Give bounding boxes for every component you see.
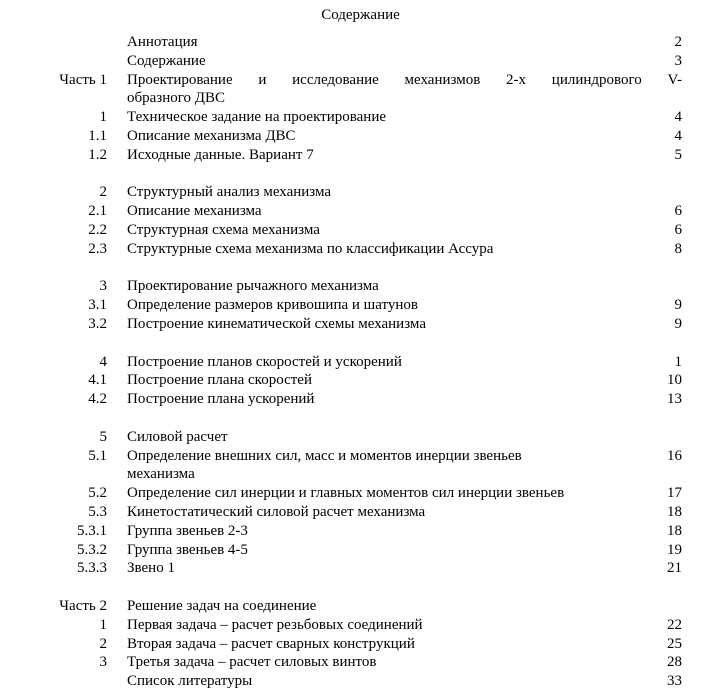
entry-title-line: механизма bbox=[127, 466, 195, 483]
toc-entry-row bbox=[0, 522, 721, 541]
toc-entry-row bbox=[0, 202, 721, 221]
entry-title-line: Группа звеньев 4-5 bbox=[127, 541, 248, 558]
entry-title-line: Звено 1 bbox=[127, 560, 175, 577]
entry-page: 2 bbox=[674, 34, 682, 50]
entry-title-line: Исходные данные. Вариант 7 bbox=[127, 146, 314, 163]
entry-title-line: Аннотация bbox=[127, 34, 198, 50]
toc-entry-row bbox=[0, 221, 721, 240]
entry-title bbox=[127, 52, 682, 71]
entry-number: 1 bbox=[99, 616, 107, 633]
toc-entry-row bbox=[0, 353, 721, 372]
entry-title bbox=[127, 296, 682, 315]
entry-number: 2.1 bbox=[88, 203, 107, 220]
entry-number: 4.1 bbox=[88, 372, 107, 389]
entry-number: 5.3.2 bbox=[77, 541, 107, 558]
toc-gap bbox=[0, 334, 721, 353]
entry-title-line: Силовой расчет bbox=[127, 428, 228, 445]
entry-page: 19 bbox=[667, 541, 682, 558]
toc-entry-row bbox=[0, 52, 721, 71]
entry-title-line: Определение сил инерции и главных моментов сил инерции звеньев bbox=[127, 485, 565, 502]
entry-number: 1 bbox=[99, 109, 107, 126]
entry-title bbox=[127, 522, 682, 541]
entry-title-line: Построение кинематической схемы механизма bbox=[127, 315, 426, 332]
entry-title bbox=[127, 277, 682, 296]
entry-title bbox=[127, 315, 682, 334]
entry-page: 18 bbox=[667, 503, 682, 520]
entry-number bbox=[0, 52, 107, 71]
toc-entry-row bbox=[0, 616, 721, 635]
entry-title bbox=[127, 371, 682, 390]
entry-title bbox=[127, 108, 682, 127]
entry-title-line: образного ДВС bbox=[127, 90, 226, 107]
entry-page: 13 bbox=[667, 391, 682, 408]
entry-title bbox=[127, 221, 682, 240]
toc-entry-row bbox=[0, 315, 721, 334]
entry-number: 2 bbox=[99, 184, 107, 201]
entry-number: 5.1 bbox=[88, 447, 107, 464]
toc-entry-row bbox=[0, 503, 721, 522]
entry-title bbox=[127, 202, 682, 221]
entry-page: 25 bbox=[667, 635, 682, 652]
entry-title-line: Вторая задача – расчет сварных конструкций bbox=[127, 635, 415, 652]
entry-page: 4 bbox=[674, 109, 682, 126]
entry-title-line: Построение плана скоростей bbox=[127, 372, 312, 389]
entry-title-line: Первая задача – расчет резьбовых соединений bbox=[127, 616, 423, 633]
entry-title-line: Определение размеров кривошипа и шатунов bbox=[127, 297, 418, 314]
entry-title-line: Определение внешних сил, масс и моментов инерции звеньев bbox=[127, 447, 522, 464]
entry-title bbox=[127, 71, 682, 109]
entry-title-line: Решение задач на соединение bbox=[127, 597, 317, 614]
entry-number: 2 bbox=[99, 635, 107, 652]
entry-title bbox=[127, 541, 682, 560]
entry-title bbox=[127, 653, 682, 672]
entry-title bbox=[127, 33, 682, 52]
entry-number: 4.2 bbox=[88, 391, 107, 408]
entry-title bbox=[127, 353, 682, 372]
toc-entries bbox=[0, 33, 721, 691]
toc-entry-row bbox=[0, 371, 721, 390]
toc-entry-row bbox=[0, 127, 721, 146]
entry-title-line: Построение планов скоростей и ускорений bbox=[127, 353, 402, 370]
entry-title-line: Построение плана ускорений bbox=[127, 391, 315, 408]
entry-page: 17 bbox=[667, 485, 682, 502]
entry-title bbox=[127, 672, 682, 691]
entry-page: 3 bbox=[674, 52, 682, 69]
entry-page: 18 bbox=[667, 522, 682, 539]
entry-number: 3 bbox=[99, 278, 107, 295]
entry-number: 2.3 bbox=[88, 240, 107, 257]
entry-title-line: Проектирование рычажного механизма bbox=[127, 278, 379, 295]
toc-entry-row bbox=[0, 653, 721, 672]
entry-number bbox=[0, 33, 107, 52]
entry-title-line: Структурный анализ механизма bbox=[127, 184, 332, 201]
toc-entry-row bbox=[0, 240, 721, 259]
entry-number bbox=[0, 672, 107, 691]
page-title: Содержание bbox=[321, 7, 400, 23]
entry-number: 5 bbox=[99, 428, 107, 445]
entry-title-line: Группа звеньев 2-3 bbox=[127, 522, 248, 539]
entry-page: 8 bbox=[674, 240, 682, 257]
toc-entry-row bbox=[0, 484, 721, 503]
toc-entry-row bbox=[0, 277, 721, 296]
entry-title bbox=[127, 146, 682, 165]
entry-number: 3.2 bbox=[88, 315, 107, 332]
toc-entry-row bbox=[0, 296, 721, 315]
entry-number: 1.1 bbox=[88, 127, 107, 144]
entry-page: 1 bbox=[674, 353, 682, 370]
entry-number: Часть 2 bbox=[59, 597, 107, 614]
entry-title-line: Описание механизма ДВС bbox=[127, 127, 296, 144]
entry-title-line: Техническое задание на проектирование bbox=[127, 109, 387, 126]
entry-title bbox=[127, 559, 682, 578]
entry-title bbox=[127, 183, 682, 202]
entry-title bbox=[127, 635, 682, 654]
entry-title bbox=[127, 127, 682, 146]
entry-title-line: Структурные схема механизма по классификации Ассура bbox=[127, 240, 494, 257]
entry-number: 2.2 bbox=[88, 221, 107, 238]
entry-number: 5.3.3 bbox=[77, 560, 107, 577]
entry-title bbox=[127, 484, 682, 503]
toc-entry-row bbox=[0, 428, 721, 447]
toc-entry-row bbox=[0, 559, 721, 578]
toc-entry-row bbox=[0, 597, 721, 616]
entry-title bbox=[127, 390, 682, 409]
toc-entry-row bbox=[0, 672, 721, 691]
entry-title-line: Содержание bbox=[127, 52, 206, 69]
entry-number: 3.1 bbox=[88, 297, 107, 314]
entry-page: 22 bbox=[667, 616, 682, 633]
entry-title-line: Проектирование и исследование механизмов 2-х цилиндрового V- bbox=[127, 71, 682, 88]
entry-page: 10 bbox=[667, 372, 682, 389]
entry-number: 5.3.1 bbox=[77, 522, 107, 539]
toc-gap bbox=[0, 259, 721, 278]
entry-title bbox=[127, 503, 682, 522]
entry-title bbox=[127, 616, 682, 635]
entry-number: 4 bbox=[99, 353, 107, 370]
entry-number: Часть 1 bbox=[59, 71, 107, 88]
toc-entry-row bbox=[0, 71, 721, 109]
entry-number: 3 bbox=[99, 654, 107, 671]
entry-title-line: Список литературы bbox=[127, 673, 253, 690]
entry-page: 28 bbox=[667, 654, 682, 671]
toc-entry-row bbox=[0, 183, 721, 202]
entry-page: 16 bbox=[667, 447, 682, 464]
entry-page: 6 bbox=[674, 221, 682, 238]
entry-title-line: Описание механизма bbox=[127, 203, 262, 220]
entry-title bbox=[127, 240, 682, 259]
entry-page: 6 bbox=[674, 203, 682, 220]
entry-title-line: Структурная схема механизма bbox=[127, 221, 320, 238]
entry-title bbox=[127, 597, 682, 616]
entry-page: 4 bbox=[674, 127, 682, 144]
entry-page: 5 bbox=[674, 146, 682, 163]
entry-title bbox=[127, 447, 682, 485]
entry-page: 9 bbox=[674, 297, 682, 314]
toc-gap bbox=[0, 409, 721, 428]
toc-entry-row bbox=[0, 447, 721, 485]
entry-page: 33 bbox=[667, 673, 682, 690]
toc-gap bbox=[0, 578, 721, 597]
toc-entry-row bbox=[0, 390, 721, 409]
toc-entry-row bbox=[0, 108, 721, 127]
toc-entry-row bbox=[0, 541, 721, 560]
entry-number: 1.2 bbox=[88, 146, 107, 163]
entry-title bbox=[127, 428, 682, 447]
entry-title-line: Кинетостатический силовой расчет механизма bbox=[127, 503, 426, 520]
entry-title-line: Третья задача – расчет силовых винтов bbox=[127, 654, 377, 671]
entry-number: 5.3 bbox=[88, 503, 107, 520]
entry-number: 5.2 bbox=[88, 485, 107, 502]
entry-page: 21 bbox=[667, 560, 682, 577]
toc-entry-row bbox=[0, 146, 721, 165]
entry-page: 9 bbox=[674, 315, 682, 332]
toc-gap bbox=[0, 165, 721, 184]
toc-entry-row bbox=[0, 635, 721, 654]
toc-entry-row bbox=[0, 33, 721, 52]
